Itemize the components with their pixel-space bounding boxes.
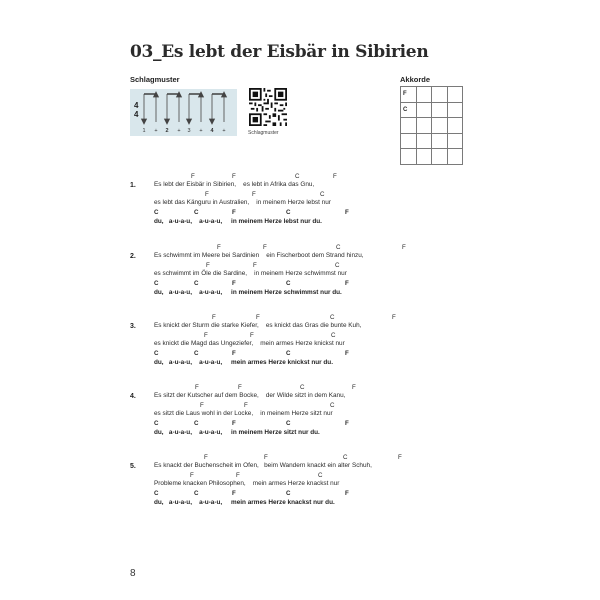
chord-label: C xyxy=(300,384,305,391)
lyric-line: Es lebt der Eisbär in Sibirien, es lebt in Afrika das Gnu, xyxy=(154,181,315,188)
chord-label: F xyxy=(333,173,337,180)
chord-label: C xyxy=(320,191,325,198)
lyric-line: du, a-u-a-u, a-u-a-u, in meinem Herze lebst nur du. xyxy=(154,218,322,225)
chord-label: F xyxy=(345,420,349,427)
verse-number: 3. xyxy=(130,323,136,330)
akkorde-label: Akkorde xyxy=(400,75,431,84)
chord-label: F xyxy=(195,384,199,391)
verse-number: 2. xyxy=(130,253,136,260)
chord-label: F xyxy=(191,173,195,180)
chord-grid-cell: F xyxy=(401,87,417,103)
chord-label: C xyxy=(194,280,199,287)
qr-code-icon[interactable] xyxy=(249,88,287,126)
chord-label: F xyxy=(352,384,356,391)
lyric-line: es sitzt die Laus wohl in der Locke, in meinem Herze sitzt nur xyxy=(154,410,333,417)
chord-label: C xyxy=(154,490,159,497)
time-signature-top: 4 xyxy=(134,101,139,110)
page-number: 8 xyxy=(130,568,136,579)
schlagmuster-label: Schlagmuster xyxy=(130,75,180,84)
verse-number: 1. xyxy=(130,182,136,189)
chord-label: F xyxy=(345,350,349,357)
chord-label: C xyxy=(194,420,199,427)
chord-label: F xyxy=(253,262,257,269)
strum-count: 4 xyxy=(210,128,214,134)
chord-label: F xyxy=(250,332,254,339)
lyric-line: Es schwimmt im Meere bei Sardinien ein Fischerboot dem Strand hinzu, xyxy=(154,252,364,259)
chord-label: F xyxy=(232,350,236,357)
strum-count: 2 xyxy=(165,128,169,134)
chord-label: F xyxy=(212,314,216,321)
chord-label: F xyxy=(236,472,240,479)
chord-label: F xyxy=(232,420,236,427)
lyric-line: du, a-u-a-u, a-u-a-u, in meinem Herze sitzt nur du. xyxy=(154,429,320,436)
strum-count: + xyxy=(199,128,203,134)
chord-label: C xyxy=(335,262,340,269)
chord-label: F xyxy=(398,454,402,461)
chord-label: C xyxy=(336,244,341,251)
chord-label: C xyxy=(295,173,300,180)
chord-label: F xyxy=(190,472,194,479)
lyric-line: du, a-u-a-u, a-u-a-u, mein armes Herze knickst nur du. xyxy=(154,359,333,366)
chord-label: C xyxy=(154,280,159,287)
lyric-line: es knickt die Magd das Ungeziefer, mein armes Herze knickst nur xyxy=(154,340,345,347)
strum-count: 3 xyxy=(187,128,191,134)
chord-label: C xyxy=(194,209,199,216)
strum-counts xyxy=(142,128,225,134)
chord-label: F xyxy=(232,209,236,216)
verse-number: 5. xyxy=(130,463,136,470)
lyric-line: Es knickt der Sturm die starke Kiefer, es knickt das Gras die bunte Kuh, xyxy=(154,322,362,329)
chord-grid xyxy=(400,86,463,165)
chord-label: F xyxy=(252,191,256,198)
chord-label: C xyxy=(331,332,336,339)
lyric-line: du, a-u-a-u, a-u-a-u, in meinem Herze schwimmst nur du. xyxy=(154,289,342,296)
chord-label: F xyxy=(345,280,349,287)
strum-count: + xyxy=(222,128,226,134)
strumming-pattern-graphic xyxy=(130,89,237,136)
chord-label: C xyxy=(286,209,291,216)
chord-label: F xyxy=(200,402,204,409)
chord-label: F xyxy=(392,314,396,321)
chord-label: C xyxy=(194,350,199,357)
lyric-line: Es knackt der Buchenscheit im Ofen, beim Wandern knackt ein alter Schuh, xyxy=(154,462,372,469)
chord-label: C xyxy=(194,490,199,497)
chord-label: C xyxy=(154,420,159,427)
chord-label: C xyxy=(286,350,291,357)
chord-label: F xyxy=(244,402,248,409)
chord-label: C xyxy=(286,420,291,427)
chord-label: F xyxy=(402,244,406,251)
chord-label: F xyxy=(232,280,236,287)
chord-label: F xyxy=(205,191,209,198)
song-title: 03_Es lebt der Eisbär in Sibirien xyxy=(130,42,429,62)
chord-label: F xyxy=(232,490,236,497)
chord-label: C xyxy=(286,280,291,287)
chord-label: F xyxy=(345,490,349,497)
chord-label: C xyxy=(343,454,348,461)
chord-label: F xyxy=(204,332,208,339)
strum-arrows xyxy=(142,92,227,124)
chord-label: F xyxy=(238,384,242,391)
lyric-line: es schwimmt im Öle die Sardine, in meinem Herze schwimmst nur xyxy=(154,270,347,277)
strum-count: + xyxy=(154,128,158,134)
lyric-line: Es sitzt der Kutscher auf dem Bocke, der Wilde sitzt in dem Kanu, xyxy=(154,392,346,399)
strum-count: + xyxy=(177,128,181,134)
chord-label: F xyxy=(206,262,210,269)
time-signature-bottom: 4 xyxy=(134,110,139,119)
chord-label: F xyxy=(256,314,260,321)
chord-label: F xyxy=(217,244,221,251)
strumming-pattern xyxy=(130,89,237,136)
chord-label: C xyxy=(330,314,335,321)
chord-grid-cell: C xyxy=(401,102,417,118)
lyric-line: Probleme knacken Philosophen, mein armes Herze knackst nur xyxy=(154,480,340,487)
chord-label: C xyxy=(154,209,159,216)
lyric-line: du, a-u-a-u, a-u-a-u, mein armes Herze knackst nur du. xyxy=(154,499,335,506)
chord-label: F xyxy=(264,454,268,461)
verse-number: 4. xyxy=(130,393,136,400)
chord-label: F xyxy=(263,244,267,251)
qr-caption: Schlagmuster xyxy=(248,130,279,136)
chord-label: C xyxy=(154,350,159,357)
chord-label: F xyxy=(204,454,208,461)
chord-label: C xyxy=(318,472,323,479)
chord-label: F xyxy=(345,209,349,216)
chord-label: F xyxy=(232,173,236,180)
lyric-line: es lebt das Känguru in Australien, in meinem Herze lebst nur xyxy=(154,199,331,206)
strum-count: 1 xyxy=(142,128,146,134)
chord-label: C xyxy=(330,402,335,409)
chord-label: C xyxy=(286,490,291,497)
